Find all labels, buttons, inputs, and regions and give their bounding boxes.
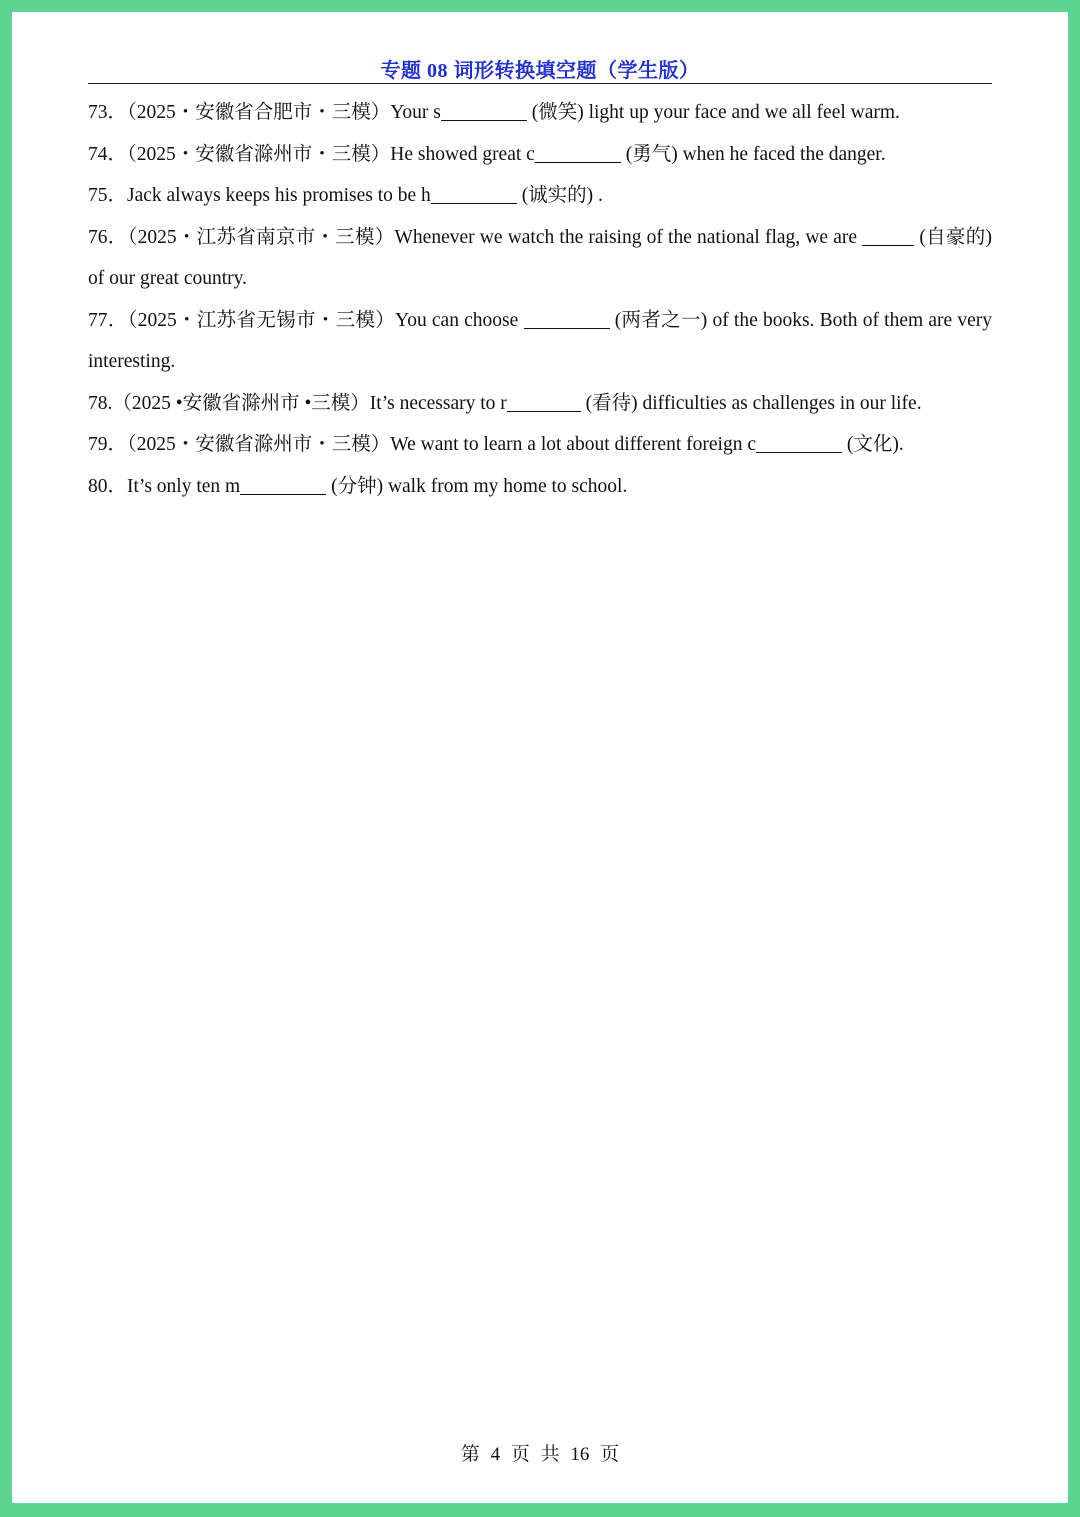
question-text: 78.（2025 •安徽省滁州市 •三模）It’s necessary to r [88,392,507,414]
question-text: (分钟) walk from my home to school. [326,475,628,497]
question-text: 75．Jack always keeps his promises to be h [88,185,431,206]
answer-blank[interactable] [507,394,581,412]
question-76 [88,217,992,300]
answer-blank[interactable] [862,228,914,246]
question-text: (两者之一) of the books. Both of them are very interesting. [88,309,992,372]
question-text: 76．（2025・江苏省南京市・三模）Whenever we watch the raising of the national flag, we are [88,226,863,248]
answer-blank[interactable] [431,186,517,204]
question-75 [88,175,992,217]
page-title: 专题 08 词形转换填空题（学生版） [380,60,700,82]
header-divider [88,83,992,84]
question-text: (微笑) light up your face and we all feel warm. [526,102,900,123]
question-79 [88,424,992,466]
question-text: 79．（2025・安徽省滁州市・三模）We want to learn a lot about different foreign c [88,434,756,455]
question-text: (文化). [841,434,904,455]
question-text: 77．（2025・江苏省无锡市・三模）You can choose [88,309,524,331]
answer-blank[interactable] [240,477,326,495]
question-text: 74．（2025・安徽省滁州市・三模）He showed great c [88,143,535,165]
question-text: (勇气) when he faced the danger. [620,143,886,165]
question-78 [88,383,992,425]
question-list [88,92,992,507]
answer-blank[interactable] [535,145,621,163]
document-page [12,12,1068,1503]
question-text: (诚实的) . [516,185,603,206]
answer-blank[interactable] [441,103,527,121]
answer-blank[interactable] [756,435,842,453]
question-73 [88,92,992,134]
answer-blank[interactable] [524,311,610,329]
question-text: (看待) difficulties as challenges in our life. [580,392,922,414]
question-text: 73．（2025・安徽省合肥市・三模）Your s [88,102,441,123]
page-number: 第 4 页 共 16 页 [460,1444,620,1465]
question-text: 80．It’s only ten m [88,475,241,497]
question-80 [88,466,992,508]
question-text: (自豪的) of our great country. [88,226,992,289]
question-77 [88,300,992,383]
question-74 [88,134,992,176]
